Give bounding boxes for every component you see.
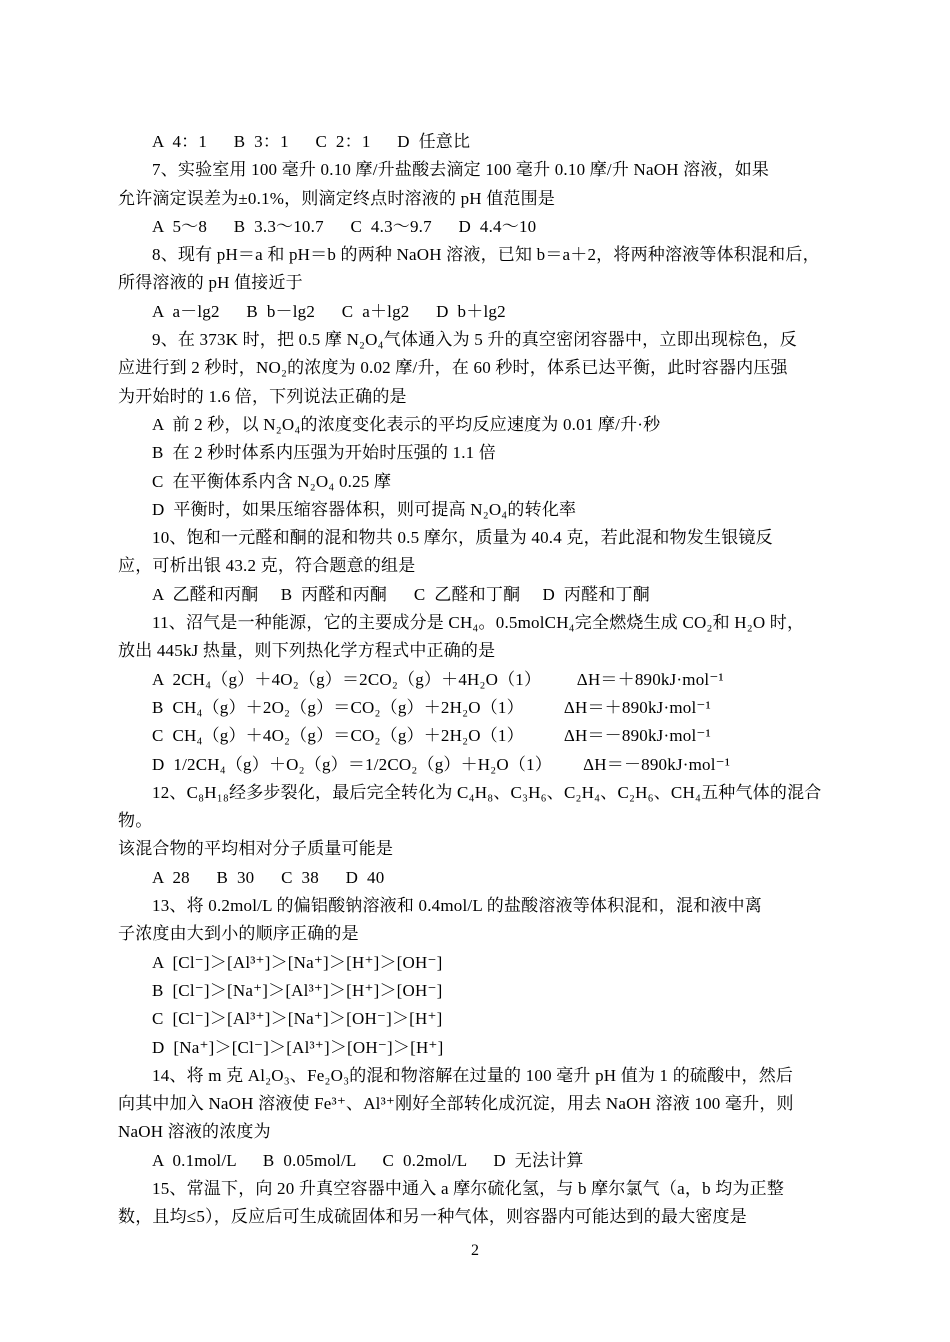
text-line: D 平衡时，如果压缩容器体积，则可提高 N₂O₄的转化率 xyxy=(152,499,577,519)
text-line: C 在平衡体系内含 N₂O₄ 0.25 摩 xyxy=(152,471,392,491)
text-line: A 前 2 秒，以 N₂O₄的浓度变化表示的平均反应速度为 0.01 摩/升·秒 xyxy=(152,414,661,434)
text-line: B 在 2 秒时体系内压强为开始时压强的 1.1 倍 xyxy=(152,443,496,463)
text-line: C [Cl⁻]＞[Al³⁺]＞[Na⁺]＞[OH⁻]＞[H⁺] xyxy=(152,1009,443,1029)
text-line: A 5～8 B 3.3～10.7 C 4.3～9.7 D 4.4～10 xyxy=(152,216,537,236)
text-line: 12、C₈H₁₈经多步裂化，最后完全转化为 C₄H₈、C₃H₆、C₂H₄、C₂H₆、CH₄五种气体的混合物。 xyxy=(118,782,822,831)
text-line: 该混合物的平均相对分子质量可能是 xyxy=(118,839,394,859)
text-line: 放出 445kJ 热量，则下列热化学方程式中正确的是 xyxy=(118,641,496,661)
text-line: 子浓度由大到小的顺序正确的是 xyxy=(118,924,359,944)
document-body xyxy=(118,128,834,1232)
text-line: A 2CH₄（g）＋4O₂（g）＝2CO₂（g）＋4H₂O（1） ΔH＝＋890kJ·mol⁻¹ xyxy=(152,669,724,689)
text-line: 10、饱和一元醛和酮的混和物共 0.5 摩尔，质量为 40.4 克，若此混和物发生银镜反 xyxy=(152,528,773,548)
text-line: D [Na⁺]＞[Cl⁻]＞[Al³⁺]＞[OH⁻]＞[H⁺] xyxy=(152,1037,444,1057)
text-line: 应进行到 2 秒时，NO₂的浓度为 0.02 摩/升，在 60 秒时，体系已达平衡，此时容器内压强 xyxy=(118,358,788,378)
text-line: A 乙醛和丙酮 B 丙醛和丙酮 C 乙醛和丁酮 D 丙醛和丁酮 xyxy=(152,584,650,604)
text-line: 7、实验室用 100 毫升 0.10 摩/升盐酸去滴定 100 毫升 0.10 摩/升 NaOH 溶液，如果 xyxy=(152,160,770,180)
text-line: A 0.1mol/L B 0.05mol/L C 0.2mol/L D 无法计算 xyxy=(152,1150,584,1170)
text-line: B [Cl⁻]＞[Na⁺]＞[Al³⁺]＞[H⁺]＞[OH⁻] xyxy=(152,980,443,1000)
text-line: B CH₄（g）＋2O₂（g）＝CO₂（g）＋2H₂O（1） ΔH＝＋890kJ·mol⁻¹ xyxy=(152,697,711,717)
text-line: 11、沼气是一种能源，它的主要成分是 CH₄。0.5molCH₄完全燃烧生成 CO₂和 H₂O 时， xyxy=(152,613,805,633)
text-line: 14、将 m 克 Al₂O₃、Fe₂O₃的混和物溶解在过量的 100 毫升 pH 值为 1 的硫酸中，然后 xyxy=(152,1065,794,1085)
text-line: A 4：1 B 3：1 C 2：1 D 任意比 xyxy=(152,132,471,151)
text-line: A a－lg2 B b－lg2 C a＋lg2 D b＋lg2 xyxy=(152,301,506,321)
text-line: A [Cl⁻]＞[Al³⁺]＞[Na⁺]＞[H⁺]＞[OH⁻] xyxy=(152,952,443,972)
text-line: C CH₄（g）＋4O₂（g）＝CO₂（g）＋2H₂O（1） ΔH＝－890kJ·mol⁻¹ xyxy=(152,726,711,746)
text-line: 15、常温下，向 20 升真空容器中通入 a 摩尔硫化氢，与 b 摩尔氯气（a，b 均为正整 xyxy=(152,1178,785,1198)
text-line: 数，且均≤5），反应后可生成硫固体和另一种气体，则容器内可能达到的最大密度是 xyxy=(118,1207,747,1227)
text-line: 9、在 373K 时，把 0.5 摩 N₂O₄气体通入为 5 升的真空密闭容器中，立即出现棕色，反 xyxy=(152,330,797,350)
text-line: 为开始时的 1.6 倍，下列说法正确的是 xyxy=(118,386,407,406)
text-line: 所得溶液的 pH 值接近于 xyxy=(118,273,303,293)
text-line: NaOH 溶液的浓度为 xyxy=(118,1122,271,1142)
text-line: 13、将 0.2mol/L 的偏铝酸钠溶液和 0.4mol/L 的盐酸溶液等体积混和，混和液中离 xyxy=(152,896,762,916)
text-line: 允许滴定误差为±0.1%，则滴定终点时溶液的 pH 值范围是 xyxy=(118,188,556,208)
text-line: A 28 B 30 C 38 D 40 xyxy=(152,867,385,887)
text-line: 向其中加入 NaOH 溶液使 Fe³⁺、Al³⁺刚好全部转化成沉淀，用去 NaOH 溶液 100 毫升，则 xyxy=(118,1094,794,1114)
text-line: 应，可析出银 43.2 克，符合题意的组是 xyxy=(118,556,416,576)
text-line: D 1/2CH₄（g）＋O₂（g）＝1/2CO₂（g）＋H₂O（1） ΔH＝－890kJ·mol⁻¹ xyxy=(152,754,731,774)
page-number: 2 xyxy=(471,1242,479,1259)
text-line: 8、现有 pH＝a 和 pH＝b 的两种 NaOH 溶液，已知 b＝a＋2，将两种溶液等体积混和后， xyxy=(152,245,820,265)
